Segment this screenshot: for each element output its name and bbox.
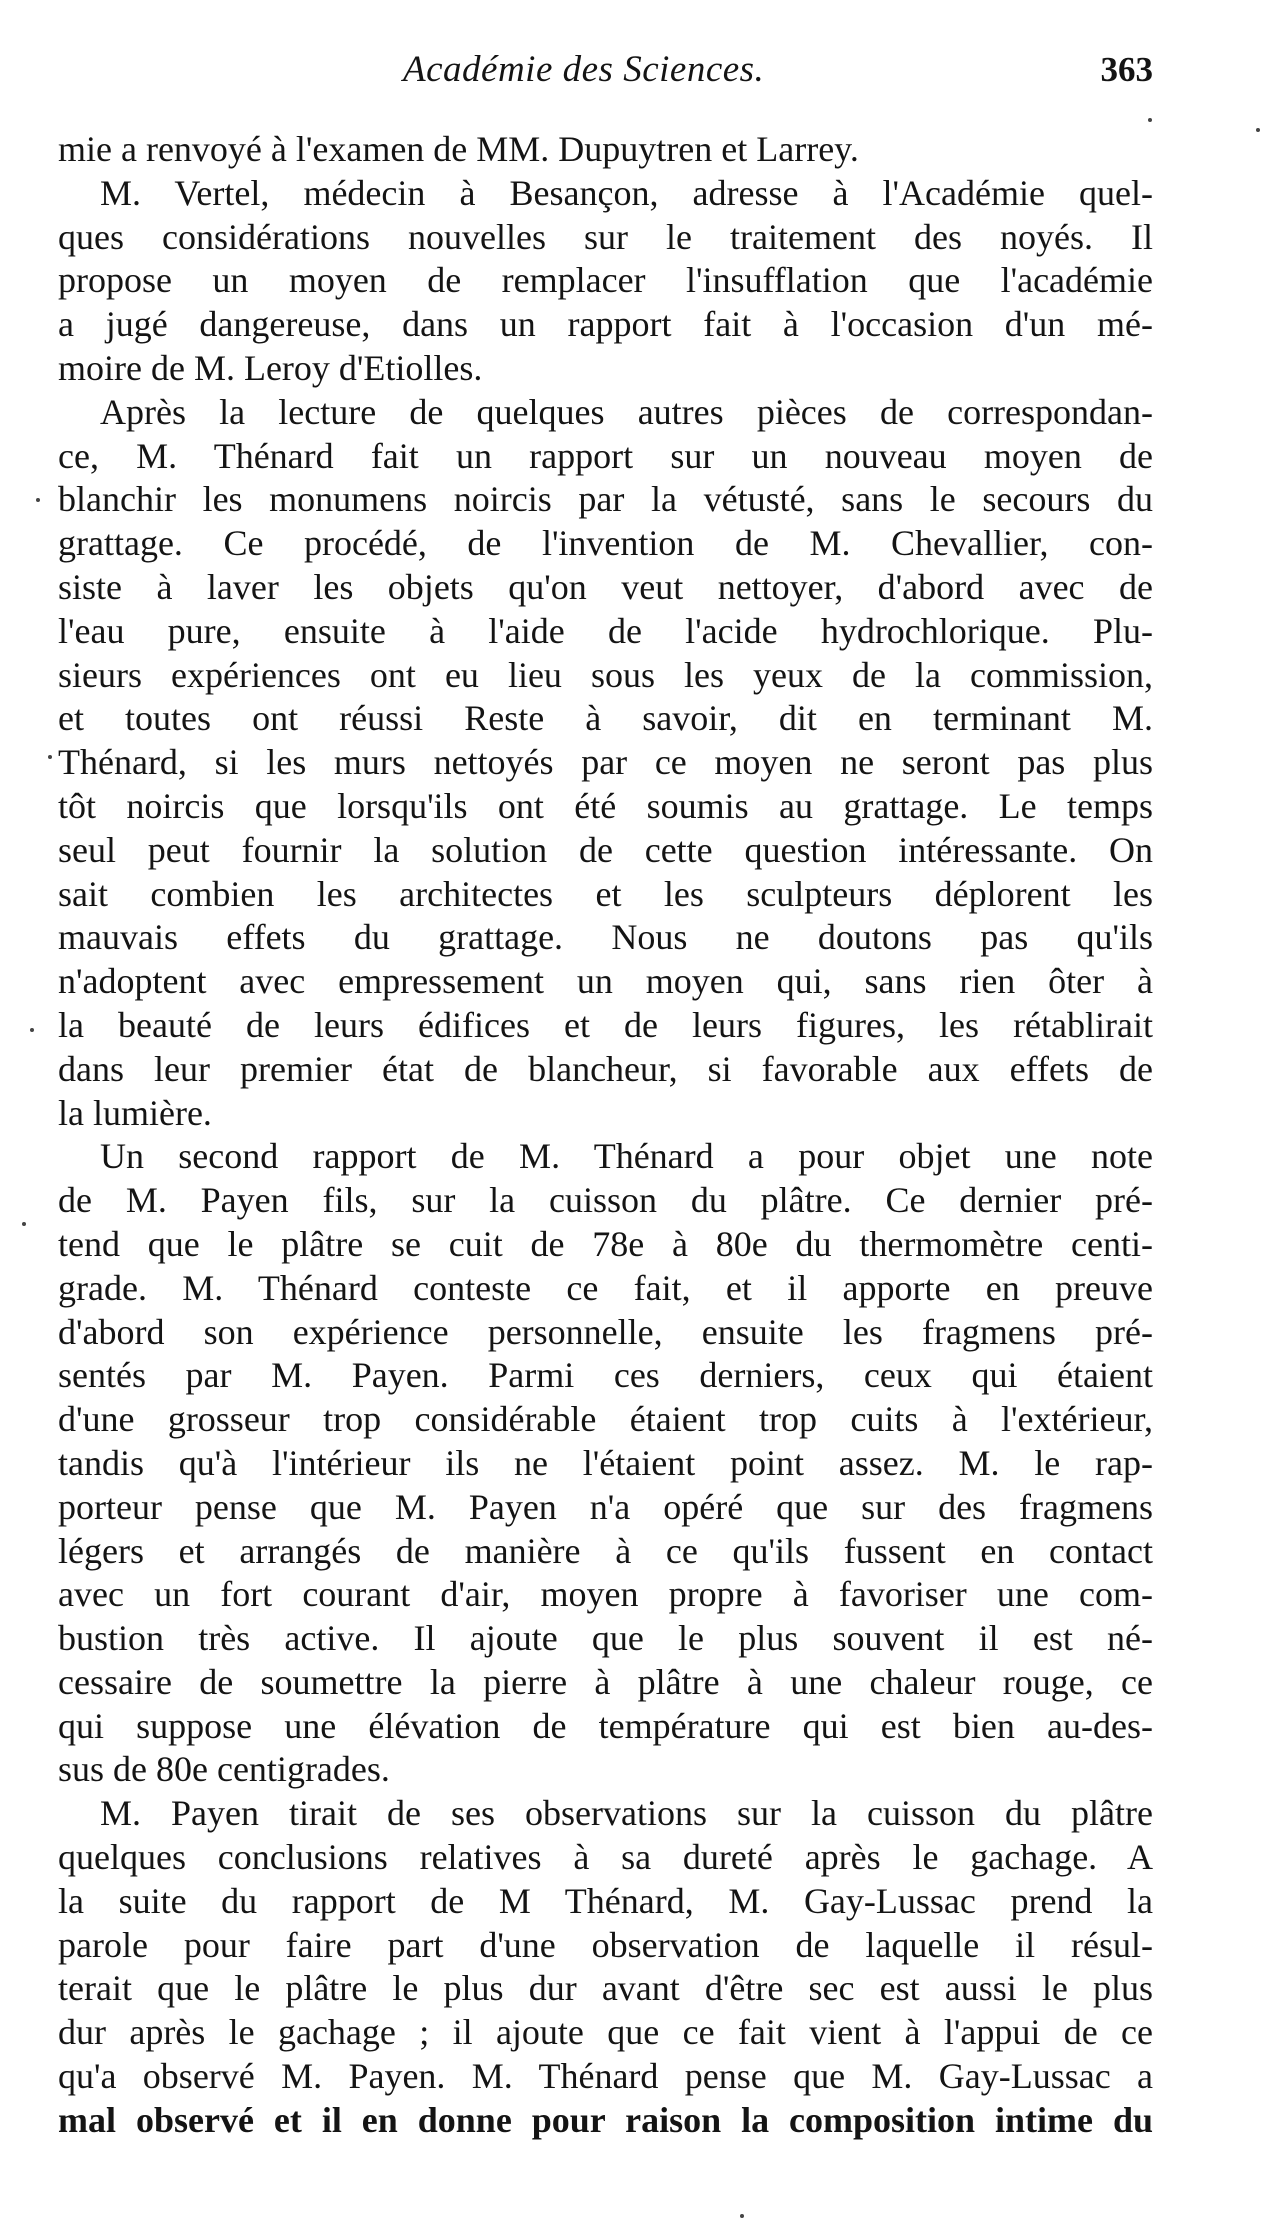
ink-speck bbox=[22, 1222, 26, 1226]
text-line: cessaire de soumettre la pierre à plâtre à une chaleur rouge, ce bbox=[58, 1661, 1153, 1702]
text-line: bustion très active. Il ajoute que le plus souvent il est né- bbox=[58, 1618, 1153, 1659]
text-line: tôt noircis que lorsqu'ils ont été soumis au grattage. Le temps bbox=[58, 785, 1153, 826]
text-line: M. Payen tirait de ses observations sur la cuisson du plâtre bbox=[100, 1793, 1153, 1834]
text-line: siste à laver les objets qu'on veut nettoyer, d'abord avec de bbox=[58, 566, 1153, 607]
text-line: n'adoptent avec empressement un moyen qui, sans rien ôter à bbox=[58, 961, 1153, 1002]
body-text bbox=[58, 128, 1153, 2143]
text-line: ques considérations nouvelles sur le traitement des noyés. Il bbox=[58, 216, 1153, 257]
text-line: mie a renvoyé à l'examen de MM. Dupuytren et Larrey. bbox=[58, 129, 859, 169]
text-line: l'eau pure, ensuite à l'aide de l'acide hydrochlorique. Plu- bbox=[58, 610, 1153, 651]
text-line: parole pour faire part d'une observation de laquelle il résul- bbox=[58, 1924, 1153, 1965]
text-line: qui suppose une élévation de température qui est bien au-des- bbox=[58, 1705, 1153, 1746]
ink-speck bbox=[1148, 118, 1152, 122]
text-line: la lumière. bbox=[58, 1092, 212, 1133]
text-line: sieurs expériences ont eu lieu sous les yeux de la commission, bbox=[58, 654, 1153, 695]
text-line: la suite du rapport de M Thénard, M. Gay-Lussac prend la bbox=[58, 1880, 1153, 1921]
text-line: grattage. Ce procédé, de l'invention de M. Chevallier, con- bbox=[58, 523, 1153, 564]
text-line: a jugé dangereuse, dans un rapport fait à l'occasion d'un mé- bbox=[58, 304, 1153, 345]
text-line: sait combien les architectes et les sculpteurs déplorent les bbox=[58, 873, 1153, 914]
text-line: tandis qu'à l'intérieur ils ne l'étaient point assez. M. le rap- bbox=[58, 1442, 1153, 1483]
page-number: 363 bbox=[1100, 50, 1153, 89]
text-line: d'une grosseur trop considérable étaient trop cuits à l'extérieur, bbox=[58, 1399, 1153, 1440]
ink-speck bbox=[740, 2214, 744, 2218]
text-line: ce, M. Thénard fait un rapport sur un nouveau moyen de bbox=[58, 435, 1153, 476]
text-line: tend que le plâtre se cuit de 78e à 80e du thermomètre centi- bbox=[58, 1223, 1153, 1264]
ink-speck bbox=[48, 755, 52, 759]
text-line: porteur pense que M. Payen n'a opéré que sur des fragmens bbox=[58, 1486, 1153, 1527]
text-line: mal observé et il en donne pour raison la composition intime du bbox=[58, 2099, 1153, 2140]
text-line: avec un fort courant d'air, moyen propre à favoriser une com- bbox=[58, 1574, 1153, 1615]
text-line: la beauté de leurs édifices et de leurs figures, les rétablirait bbox=[58, 1004, 1153, 1045]
ink-speck bbox=[30, 1028, 34, 1032]
text-line: dur après le gachage ; il ajoute que ce fait vient à l'appui de ce bbox=[58, 2012, 1153, 2053]
text-line: Thénard, si les murs nettoyés par ce moyen ne seront pas plus bbox=[58, 742, 1153, 783]
text-line: et toutes ont réussi Reste à savoir, dit en terminant M. bbox=[58, 698, 1153, 739]
text-line: d'abord son expérience personnelle, ensuite les fragmens pré- bbox=[58, 1311, 1153, 1352]
text-line: propose un moyen de remplacer l'insufflation que l'académie bbox=[58, 260, 1153, 301]
text-line: quelques conclusions relatives à sa dureté après le gachage. A bbox=[58, 1837, 1153, 1878]
text-line: dans leur premier état de blancheur, si favorable aux effets de bbox=[58, 1048, 1153, 1089]
text-line: mauvais effets du grattage. Nous ne doutons pas qu'ils bbox=[58, 917, 1153, 958]
ink-speck bbox=[36, 498, 40, 502]
text-line: Après la lecture de quelques autres pièces de correspondan- bbox=[100, 391, 1153, 432]
text-line: M. Vertel, médecin à Besançon, adresse à l'Académie quel- bbox=[100, 172, 1153, 213]
text-line: blanchir les monumens noircis par la vétusté, sans le secours du bbox=[58, 479, 1153, 520]
text-line: seul peut fournir la solution de cette question intéressante. On bbox=[58, 829, 1153, 870]
ink-speck bbox=[1256, 128, 1260, 132]
text-line: moire de M. Leroy d'Etiolles. bbox=[58, 347, 483, 388]
text-line: Un second rapport de M. Thénard a pour objet une note bbox=[100, 1136, 1153, 1177]
running-head bbox=[58, 42, 1153, 102]
text-line: de M. Payen fils, sur la cuisson du plâtre. Ce dernier pré- bbox=[58, 1180, 1153, 1221]
text-line: sus de 80e centigrades. bbox=[58, 1749, 390, 1790]
text-line: grade. M. Thénard conteste ce fait, et il apporte en preuve bbox=[58, 1267, 1153, 1308]
text-line: qu'a observé M. Payen. M. Thénard pense que M. Gay-Lussac a bbox=[58, 2056, 1153, 2097]
text-line: sentés par M. Payen. Parmi ces derniers, ceux qui étaient bbox=[58, 1355, 1153, 1396]
text-line: terait que le plâtre le plus dur avant d'être sec est aussi le plus bbox=[58, 1968, 1153, 2009]
text-line: légers et arrangés de manière à ce qu'ils fussent en contact bbox=[58, 1530, 1153, 1571]
running-title: Académie des Sciences. bbox=[403, 49, 765, 90]
